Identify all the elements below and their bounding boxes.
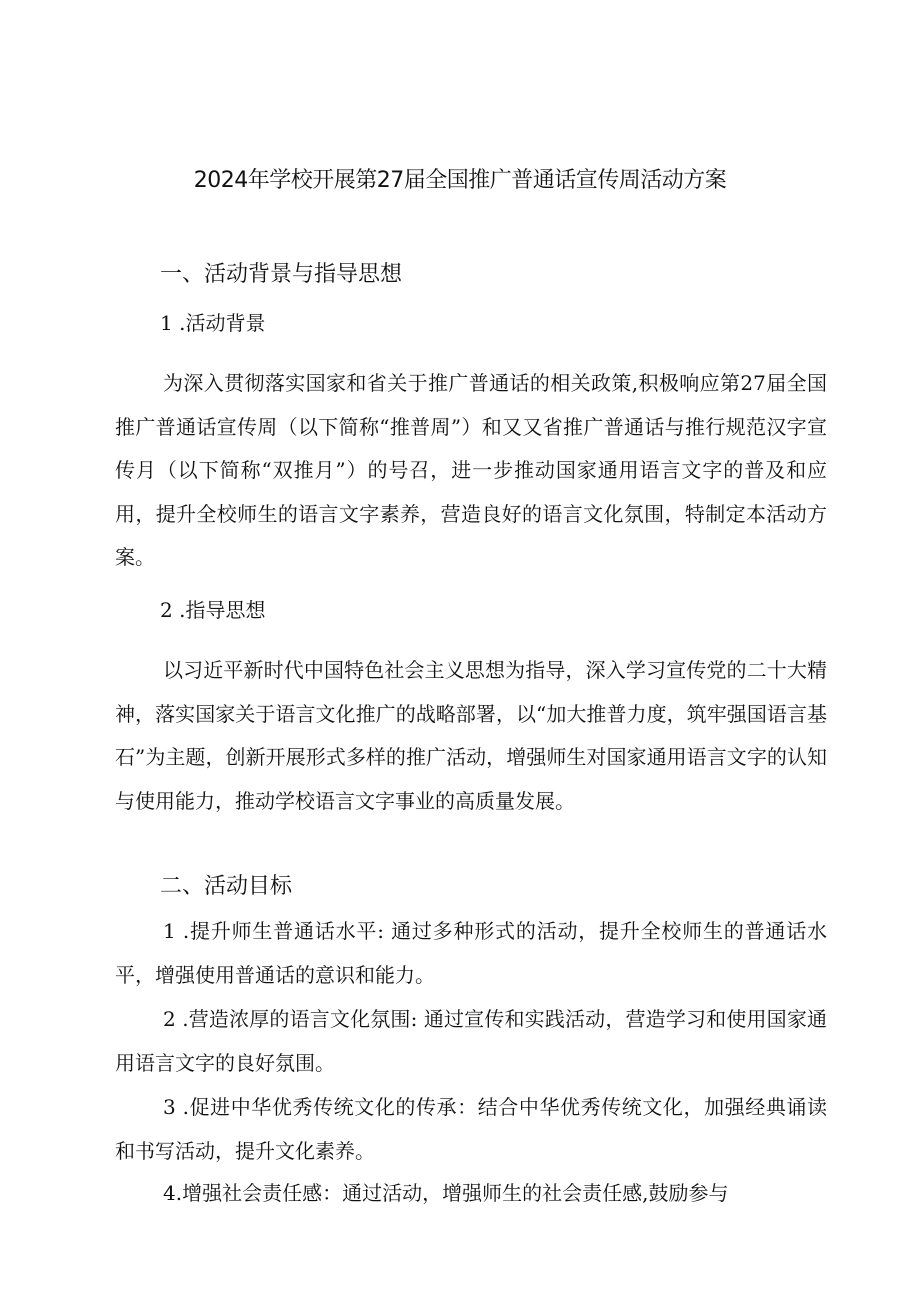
subheading-guiding-ideology: 2 .指导思想 <box>160 598 266 622</box>
paragraph-background: 为深入贯彻落实国家和省关于推广普通话的相关政策,积极响应第27届全国推广普通话宣传周（以下简称“推普周”）和又又省推广普通话与推行规范汉字宣传月（以下简称“双推月”）的号召，进一步推动国家通用语言文字的普及和应用，提升全校师生的语言文字素养，营造良好的语言文化氛围，特制定本活动方案。 <box>115 371 827 569</box>
paragraph-guiding-ideology: 以习近平新时代中国特色社会主义思想为指导，深入学习宣传党的二十大精神，落实国家关于语言文化推广的战略部署，以“加大推普力度，筑牢强国语言基石”为主题，创新开展形式多样的推广活动，增强师生对国家通用语言文字的认知与使用能力，推动学校语言文字事业的高质量发展。 <box>115 658 827 813</box>
goal-item-4: 4.增强社会责任感：通过活动，增强师生的社会责任感,鼓励参与 <box>163 1181 729 1205</box>
document-title: 2024年学校开展第27届全国推广普通话宣传周活动方案 <box>193 168 727 193</box>
subheading-background: 1 .活动背景 <box>160 311 266 335</box>
goal-item-1: 1 .提升师生普通话水平: 通过多种形式的活动，提升全校师生的普通话水平，增强使用普通话的意识和能力。 <box>115 919 827 987</box>
goal-item-2: 2 .营造浓厚的语言文化氛围: 通过宣传和实践活动，营造学习和使用国家通用语言文字的良好氛围。 <box>115 1007 827 1075</box>
section-heading-background: 一、活动背景与指导思想 <box>160 262 403 287</box>
section-heading-goals: 二、活动目标 <box>160 874 293 899</box>
goal-item-3: 3 .促进中华优秀传统文化的传承：结合中华优秀传统文化，加强经典诵读和书写活动，提升文化素养。 <box>115 1095 827 1163</box>
